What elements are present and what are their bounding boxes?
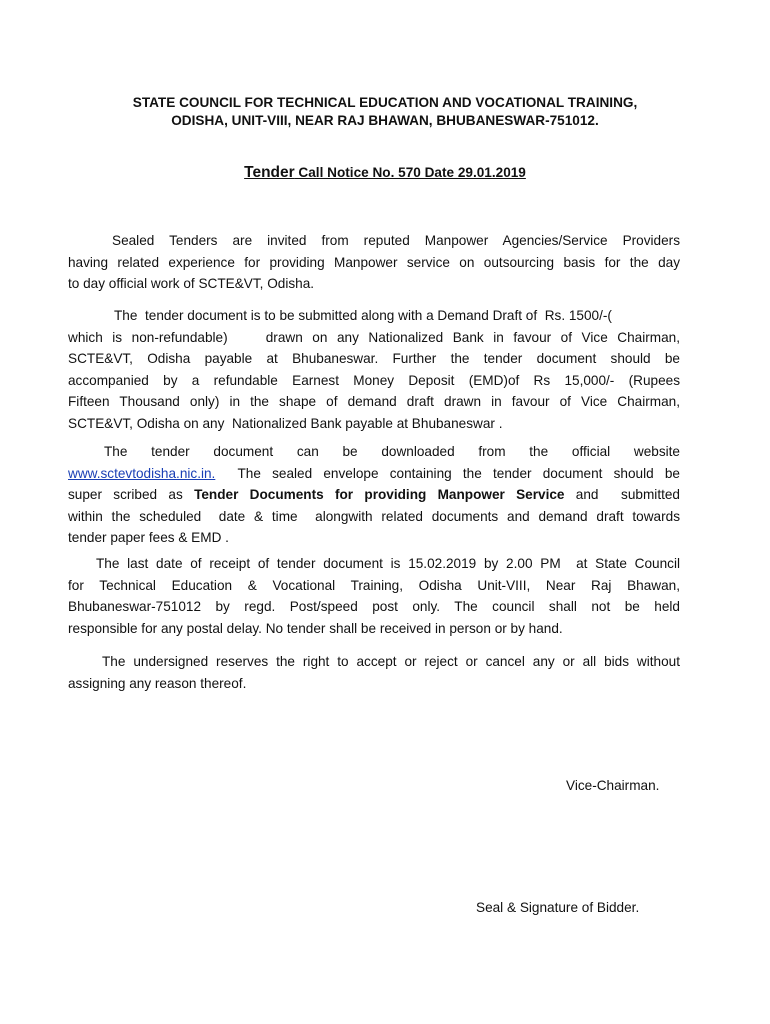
bidder-signature: Seal & Signature of Bidder.	[476, 900, 640, 915]
paragraph-line: Fifteen Thousand only) in the shape of demand draft drawn in favour of Vice Chairman,	[68, 394, 680, 409]
document-header	[60, 94, 710, 130]
website-link[interactable]: www.sctevtodisha.nic.in.	[68, 465, 216, 481]
vice-chairman-signature: Vice-Chairman.	[566, 778, 660, 793]
paragraph-line: The last date of receipt of tender document is 15.02.2019 by 2.00 PM at State Council	[96, 556, 680, 571]
paragraph-line: having related experience for providing Manpower service on outsourcing basis for the day	[68, 254, 680, 270]
paragraph-line: for Technical Education & Vocational Training, Odisha Unit-VIII, Near Raj Bhawan,	[68, 577, 680, 593]
paragraph-line: SCTE&VT, Odisha payable at Bhubaneswar. Further the tender document should be	[68, 351, 680, 366]
paragraph-download	[68, 441, 680, 549]
paragraph-line: The tender document can be downloaded from the official website	[104, 444, 680, 459]
paragraph-last-date	[68, 553, 680, 639]
paragraph-line: Bhubaneswar-751012 by regd. Post/speed post only. The council shall not be held	[68, 599, 680, 614]
paragraph-line: assigning any reason thereof.	[68, 675, 247, 691]
paragraph-line: within the scheduled date & time alongwith related documents and demand draft towards	[68, 508, 680, 524]
paragraph-line: to day official work of SCTE&VT, Odisha.	[68, 276, 315, 291]
paragraph-line: Sealed Tenders are invited from reputed Manpower Agencies/Service Providers	[112, 233, 680, 248]
paragraph-line: tender paper fees & EMD .	[68, 530, 229, 545]
paragraph-line: responsible for any postal delay. No tender shall be received in person or by hand.	[68, 620, 563, 636]
paragraph-line: The sealed envelope containing the tender document should be	[215, 465, 680, 481]
paragraph-line: The tender document is to be submitted along with a Demand Draft of Rs. 1500/-(	[114, 308, 612, 323]
paragraph-line: and submitted	[564, 487, 680, 502]
paragraph-line: The undersigned reserves the right to accept or reject or cancel any or all bids without	[102, 654, 680, 669]
tender-word: Tender	[244, 164, 295, 181]
paragraph-line: super scribed as	[68, 487, 195, 502]
tender-documents-bold: Tender Documents for providing Manpower Service	[194, 487, 565, 502]
paragraph-demand-draft	[68, 305, 680, 434]
header-line-1: STATE COUNCIL FOR TECHNICAL EDUCATION AND VOCATIONAL TRAINING,	[132, 95, 638, 110]
paragraph-reserves	[68, 651, 680, 694]
header-line-2: ODISHA, UNIT-VIII, NEAR RAJ BHAWAN, BHUBANESWAR-751012.	[171, 113, 599, 128]
paragraph-line: SCTE&VT, Odisha on any Nationalized Bank payable at Bhubaneswar .	[68, 415, 503, 431]
paragraph-line: accompanied by a refundable Earnest Money Deposit (EMD)of Rs 15,000/- (Rupees	[68, 372, 680, 388]
paragraph-line: which is non-refundable) drawn on any Nationalized Bank in favour of Vice Chairman,	[68, 329, 680, 345]
tender-notice-title	[60, 164, 710, 182]
paragraph-invitation	[68, 230, 680, 295]
tender-notice-rest: Call Notice No. 570 Date 29.01.2019	[294, 165, 526, 180]
